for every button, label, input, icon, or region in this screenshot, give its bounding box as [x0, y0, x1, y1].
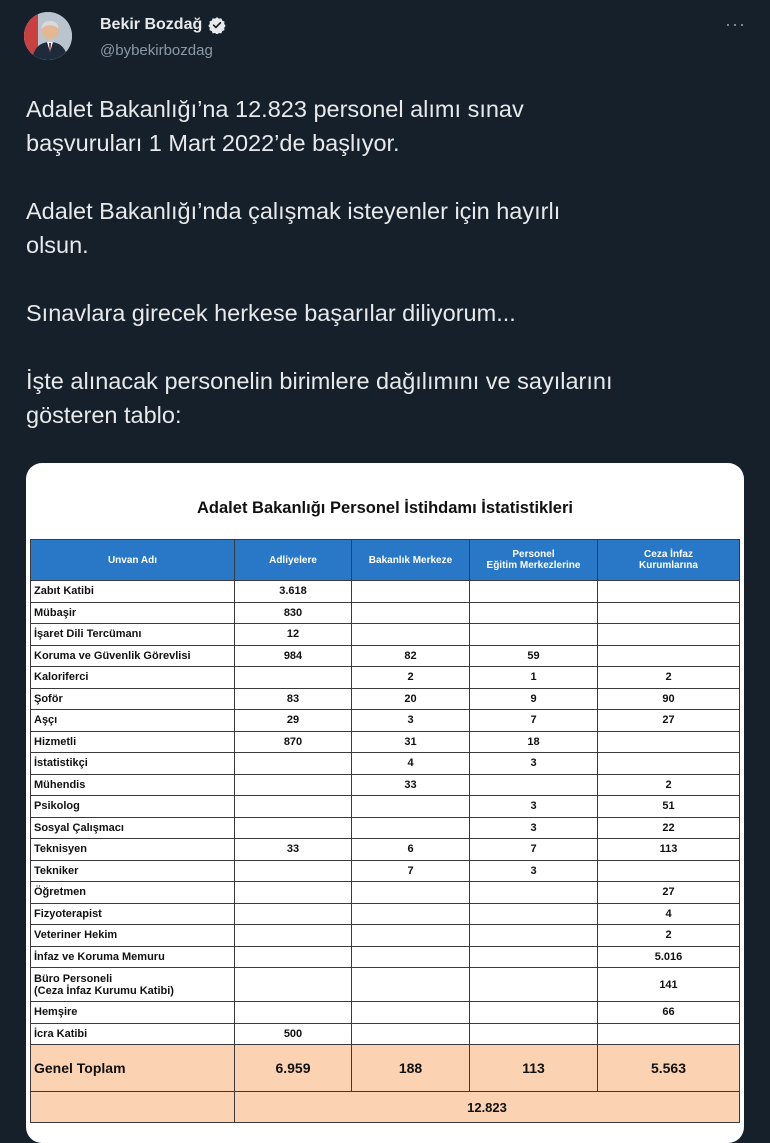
cell-egitim: [470, 882, 598, 904]
row-title-text: Koruma ve Güvenlik Görevlisi: [34, 649, 191, 662]
cell-ceza: 22: [598, 817, 740, 839]
row-title: [31, 946, 235, 968]
cell-ceza: [598, 581, 740, 603]
cell-adliye: 984: [235, 645, 352, 667]
row-title-text: Sosyal Çalışmacı: [34, 821, 124, 834]
row-title-text: Psikolog: [34, 800, 80, 813]
header-ceza-line1: Ceza İnfaz: [644, 549, 693, 560]
cell-adliye: [235, 774, 352, 796]
cell-merkez: 33: [352, 774, 470, 796]
cell-merkez: [352, 1023, 470, 1045]
table-row: [31, 796, 740, 818]
cell-adliye: [235, 946, 352, 968]
cell-merkez: [352, 796, 470, 818]
total-egitim: 113: [470, 1045, 598, 1092]
row-title: [31, 731, 235, 753]
cell-merkez: [352, 817, 470, 839]
row-title-text: Öğretmen: [34, 886, 86, 899]
cell-adliye: 3.618: [235, 581, 352, 603]
total-label: Genel Toplam: [31, 1045, 235, 1092]
header-bakanlik-merkeze: Bakanlık Merkeze: [352, 540, 470, 581]
cell-merkez: 4: [352, 753, 470, 775]
cell-egitim: 9: [470, 688, 598, 710]
row-title: [31, 882, 235, 904]
cell-ceza: 66: [598, 1002, 740, 1024]
verified-badge-icon: [208, 16, 226, 34]
cell-merkez: 31: [352, 731, 470, 753]
cell-ceza: 27: [598, 882, 740, 904]
row-title: [31, 624, 235, 646]
table-header-row: [31, 540, 740, 581]
cell-ceza: 2: [598, 667, 740, 689]
table-title: Adalet Bakanlığı Personel İstihdamı İstatistikleri: [197, 499, 573, 517]
cell-adliye: [235, 1002, 352, 1024]
cell-adliye: [235, 667, 352, 689]
grand-total-value: 12.823: [235, 1092, 740, 1123]
row-title-text: Veteriner Hekim: [34, 929, 118, 942]
row-title: [31, 774, 235, 796]
cell-merkez: 6: [352, 839, 470, 861]
cell-egitim: 1: [470, 667, 598, 689]
row-title-text: İstatistikçi: [34, 757, 88, 770]
cell-egitim: 3: [470, 860, 598, 882]
cell-merkez: [352, 946, 470, 968]
table-row: [31, 968, 740, 1002]
cell-merkez: [352, 882, 470, 904]
table-row: [31, 688, 740, 710]
cell-egitim: [470, 968, 598, 1002]
table-row: [31, 753, 740, 775]
cell-adliye: 500: [235, 1023, 352, 1045]
total-row: [31, 1045, 740, 1092]
table-row: [31, 731, 740, 753]
row-title-text: İnfaz ve Koruma Memuru: [34, 950, 165, 963]
personnel-table: [30, 539, 740, 1123]
cell-ceza: 90: [598, 688, 740, 710]
cell-ceza: 2: [598, 925, 740, 947]
cell-adliye: 83: [235, 688, 352, 710]
row-title-text: Mübaşir: [34, 606, 77, 619]
row-title: [31, 710, 235, 732]
cell-merkez: 3: [352, 710, 470, 732]
header-ceza-infaz: [598, 540, 740, 581]
table-row: [31, 624, 740, 646]
cell-adliye: 33: [235, 839, 352, 861]
header-egitim-line1: Personel: [512, 549, 555, 560]
cell-adliye: [235, 817, 352, 839]
row-title: [31, 860, 235, 882]
cell-adliye: 830: [235, 602, 352, 624]
cell-egitim: [470, 1002, 598, 1024]
table-row: [31, 1002, 740, 1024]
grand-total-blank: [31, 1092, 235, 1123]
cell-merkez: 7: [352, 860, 470, 882]
row-title-text: İcra Katibi: [34, 1027, 88, 1040]
row-title-text: Kaloriferci: [34, 671, 89, 684]
table-row: [31, 710, 740, 732]
cell-ceza: [598, 645, 740, 667]
cell-egitim: [470, 602, 598, 624]
table-row: [31, 882, 740, 904]
cell-egitim: 7: [470, 839, 598, 861]
table-row: [31, 1023, 740, 1045]
header-unvan: Unvan Adı: [31, 540, 235, 581]
more-options-icon[interactable]: ···: [725, 14, 746, 34]
row-title: [31, 667, 235, 689]
cell-adliye: [235, 796, 352, 818]
cell-merkez: 2: [352, 667, 470, 689]
table-row: [31, 774, 740, 796]
total-ceza: 5.563: [598, 1045, 740, 1092]
row-title-text: Zabıt Katibi: [34, 585, 94, 598]
row-title-text: Mühendis: [34, 778, 86, 791]
header-ceza-line2: Kurumlarına: [639, 560, 698, 571]
row-title: [31, 817, 235, 839]
total-adliye: 6.959: [235, 1045, 352, 1092]
row-title-text: Tekniker: [34, 864, 79, 877]
table-row: [31, 860, 740, 882]
cell-egitim: [470, 903, 598, 925]
cell-adliye: 12: [235, 624, 352, 646]
row-title: [31, 753, 235, 775]
cell-egitim: [470, 946, 598, 968]
cell-merkez: [352, 968, 470, 1002]
table-row: [31, 581, 740, 603]
row-title: [31, 968, 235, 1002]
row-title: [31, 1023, 235, 1045]
author-name-row: [100, 16, 226, 34]
author-name[interactable]: Bekir Bozdağ: [100, 16, 203, 33]
cell-ceza: 51: [598, 796, 740, 818]
attached-image-card[interactable]: [26, 463, 744, 1143]
cell-ceza: [598, 1023, 740, 1045]
table-row: [31, 903, 740, 925]
cell-adliye: [235, 753, 352, 775]
cell-egitim: 59: [470, 645, 598, 667]
cell-ceza: 141: [598, 968, 740, 1002]
row-title: [31, 1002, 235, 1024]
header-adliyelere: Adliyelere: [235, 540, 352, 581]
header-egitim-merkezlerine: [470, 540, 598, 581]
row-title-text: Hemşire: [34, 1006, 78, 1019]
cell-adliye: [235, 968, 352, 1002]
cell-egitim: 18: [470, 731, 598, 753]
cell-ceza: 5.016: [598, 946, 740, 968]
cell-egitim: 3: [470, 753, 598, 775]
row-title-text: Fizyoterapist: [34, 907, 102, 920]
cell-egitim: [470, 1023, 598, 1045]
cell-adliye: [235, 882, 352, 904]
row-title: [31, 581, 235, 603]
table-row: [31, 602, 740, 624]
total-merkez: 188: [352, 1045, 470, 1092]
row-title-text: Hizmetli: [34, 735, 77, 748]
row-title-text: Aşçı: [34, 714, 58, 727]
row-title: [31, 903, 235, 925]
cell-ceza: [598, 602, 740, 624]
cell-ceza: 2: [598, 774, 740, 796]
header-egitim-line2: Eğitim Merkezlerine: [486, 560, 581, 571]
row-title-subtext: (Ceza İnfaz Kurumu Katibi): [34, 984, 174, 997]
row-title: [31, 925, 235, 947]
author-handle[interactable]: @bybekirbozdag: [100, 42, 213, 59]
cell-egitim: 3: [470, 817, 598, 839]
row-title: [31, 645, 235, 667]
cell-ceza: [598, 860, 740, 882]
cell-merkez: [352, 624, 470, 646]
row-title-text: İşaret Dili Tercümanı: [34, 628, 142, 641]
cell-egitim: [470, 925, 598, 947]
cell-ceza: [598, 624, 740, 646]
cell-merkez: [352, 903, 470, 925]
cell-merkez: [352, 1002, 470, 1024]
cell-merkez: [352, 581, 470, 603]
cell-adliye: 870: [235, 731, 352, 753]
cell-egitim: [470, 581, 598, 603]
cell-egitim: [470, 774, 598, 796]
cell-ceza: 4: [598, 903, 740, 925]
cell-egitim: 7: [470, 710, 598, 732]
cell-ceza: 113: [598, 839, 740, 861]
table-row: [31, 645, 740, 667]
row-title: [31, 688, 235, 710]
cell-ceza: [598, 731, 740, 753]
grand-total-row: [31, 1092, 740, 1123]
row-title: [31, 839, 235, 861]
avatar[interactable]: [24, 12, 72, 60]
cell-merkez: 82: [352, 645, 470, 667]
row-title: [31, 602, 235, 624]
cell-ceza: 27: [598, 710, 740, 732]
table-row: [31, 839, 740, 861]
cell-adliye: 29: [235, 710, 352, 732]
table-row: [31, 925, 740, 947]
cell-merkez: [352, 925, 470, 947]
cell-adliye: [235, 903, 352, 925]
row-title-text: Teknisyen: [34, 843, 87, 856]
table-row: [31, 946, 740, 968]
row-title-text: Şoför: [34, 692, 63, 705]
cell-ceza: [598, 753, 740, 775]
cell-adliye: [235, 925, 352, 947]
table-row: [31, 817, 740, 839]
profile-photo: [24, 12, 72, 60]
row-title: [31, 796, 235, 818]
cell-merkez: [352, 602, 470, 624]
table-row: [31, 667, 740, 689]
cell-egitim: [470, 624, 598, 646]
tweet-text: Adalet Bakanlığı’na 12.823 personel alımı sınav başvuruları 1 Mart 2022’de başlıyor. Adalet Bakanlığı’nda çalışmak isteyenler için hayırlı olsun. Sınavlara girecek herkese başarılar diliyorum... İşte alınacak personelin birimlere dağılımını ve sayılarını gösteren tablo:: [26, 96, 613, 428]
cell-merkez: 20: [352, 688, 470, 710]
cell-adliye: [235, 860, 352, 882]
row-title-text: Büro Personeli: [34, 972, 113, 985]
cell-egitim: 3: [470, 796, 598, 818]
